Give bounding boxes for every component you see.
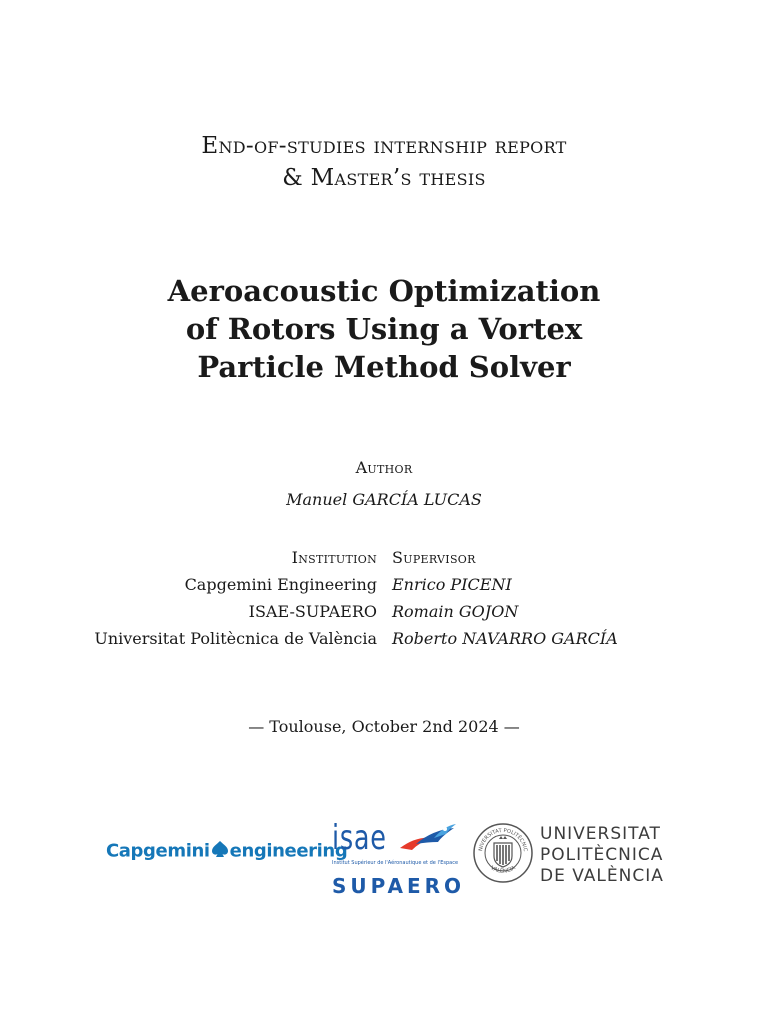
isae-logo-word: isae [332, 818, 387, 858]
seal-bottom-text: VALÈNCIA [489, 865, 517, 875]
supervisor-item: Enrico PICENI [392, 575, 512, 594]
place-date: — Toulouse, October 2nd 2024 — [248, 717, 520, 736]
upv-seal-icon [472, 822, 534, 888]
upv-line-3: DE VALÈNCIA [540, 866, 664, 886]
upv-line-1: UNIVERSITAT [540, 824, 661, 844]
supervisor-item: Roberto NAVARRO GARCÍA [392, 629, 618, 648]
capgemini-engineering-logo [106, 840, 347, 863]
thesis-title [0, 272, 768, 386]
logos-row [0, 810, 768, 910]
institution-item: Universitat Politècnica de València [94, 629, 377, 648]
supervisor-heading: Supervisor [392, 548, 476, 567]
supaero-logo-text: SUPAERO [332, 874, 466, 898]
author-name: Manuel GARCÍA LUCAS [286, 490, 482, 509]
title-line-3: Particle Method Solver [197, 350, 571, 384]
institution-item: ISAE-SUPAERO [248, 602, 377, 621]
title-line-1: Aeroacoustic Optimization [167, 274, 601, 308]
report-type-line-1: End-of-studies internship report [201, 133, 567, 159]
bird-icon [398, 822, 458, 862]
supervisor-column [392, 544, 618, 652]
seal-top-text: NIVERSITAT POLITÈCNIC [478, 827, 528, 852]
report-type [0, 130, 768, 194]
institution-column [94, 544, 377, 652]
supervisor-item: Romain GOJON [392, 602, 519, 621]
upv-logo-text [540, 824, 664, 887]
upv-line-2: POLITÈCNICA [540, 845, 664, 865]
title-line-2: of Rotors Using a Vortex [185, 312, 583, 346]
author-heading: Author [355, 458, 413, 477]
isae-supaero-logo [330, 818, 466, 906]
report-type-line-2: & Master’s thesis [282, 165, 486, 191]
engineering-logo-text: engineering [229, 840, 348, 862]
capgemini-logo-text: Capgemini [106, 840, 210, 862]
spade-icon [211, 840, 229, 863]
institution-heading: Institution [291, 548, 377, 567]
institution-item: Capgemini Engineering [184, 575, 377, 594]
isae-subtitle: Institut Supérieur de l'Aéronautique et de l'Espace [332, 860, 459, 866]
